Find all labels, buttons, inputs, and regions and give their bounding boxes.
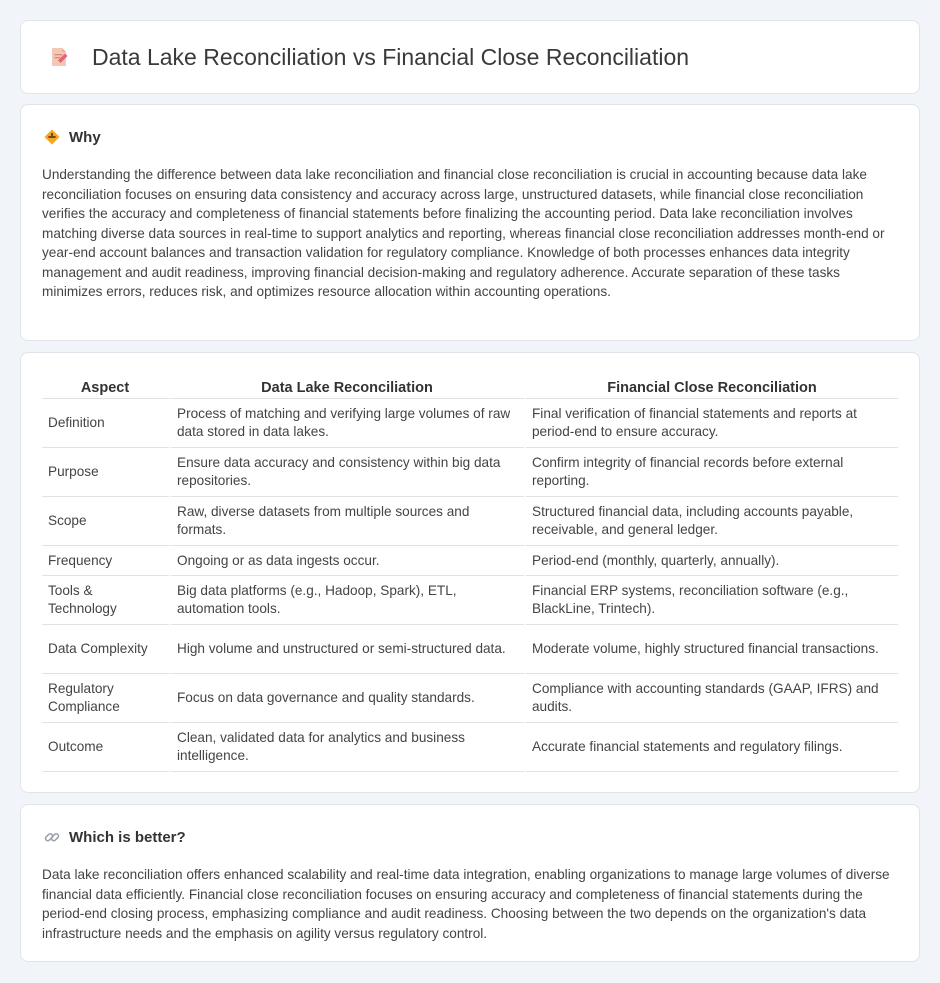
table-row [42, 497, 898, 546]
page-title: Data Lake Reconciliation vs Financial Close Reconciliation [92, 43, 690, 70]
row-financial-close: Final verification of financial statements and reports at period-end to ensure accuracy. [526, 399, 898, 448]
table-row [42, 576, 898, 625]
table-row [42, 448, 898, 497]
table-row [42, 674, 898, 723]
row-data-lake: Process of matching and verifying large volumes of raw data stored in data lakes. [171, 399, 526, 448]
row-financial-close: Moderate volume, highly structured financial transactions. [526, 625, 898, 674]
row-aspect: Outcome [42, 723, 171, 772]
comparison-section [20, 352, 920, 793]
header-aspect: Aspect [42, 373, 171, 399]
link-icon [43, 828, 61, 846]
why-section [20, 104, 920, 341]
row-data-lake: Raw, diverse datasets from multiple sources and formats. [171, 497, 526, 546]
table-header-row [42, 373, 898, 399]
row-financial-close: Financial ERP systems, reconciliation software (e.g., BlackLine, Trintech). [526, 576, 898, 625]
row-aspect: Regulatory Compliance [42, 674, 171, 723]
which-is-better-section [20, 804, 920, 962]
row-financial-close: Accurate financial statements and regulatory filings. [526, 723, 898, 772]
table-row [42, 399, 898, 448]
row-aspect: Frequency [42, 546, 171, 576]
table-row [42, 546, 898, 576]
row-aspect: Tools & Technology [42, 576, 171, 625]
row-data-lake: Focus on data governance and quality standards. [171, 674, 526, 723]
better-heading: Which is better? [69, 828, 186, 846]
why-heading: Why [69, 128, 101, 146]
row-financial-close: Confirm integrity of financial records before external reporting. [526, 448, 898, 497]
row-financial-close: Compliance with accounting standards (GAAP, IFRS) and audits. [526, 674, 898, 723]
title-card [20, 20, 920, 94]
warning-sign-icon [43, 128, 61, 146]
row-financial-close: Period-end (monthly, quarterly, annually). [526, 546, 898, 576]
why-text: Understanding the difference between data lake reconciliation and financial close reconciliation is crucial in accounting because data lake reconciliation focuses on ensuring data consistency and accuracy across large, unstructured datasets, while financial close reconciliation verifies the accuracy and completeness of financial statements before finalizing the accounting period. Data lake reconciliation involves matching diverse data sources in real-time to support analytics and reporting, whereas financial close reconciliation addresses month-end or year-end account balances and transaction validation for regulatory compliance. Knowledge of both processes enhances data integrity management and audit readiness, improving financial decision-making and regulatory adherence. Accurate separation of these tasks minimizes errors, reduces risk, and optimizes resource allocation within accounting operations. [42, 167, 885, 299]
row-aspect: Data Complexity [42, 625, 171, 674]
row-aspect: Purpose [42, 448, 171, 497]
table-row [42, 723, 898, 772]
header-data-lake: Data Lake Reconciliation [171, 373, 526, 399]
better-text: Data lake reconciliation offers enhanced scalability and real-time data integration, enabling organizations to manage large volumes of diverse financial data efficiently. Financial close reconciliation focuses on ensuring accuracy and completeness of financial statements during the period-end closing process, emphasizing compliance and audit readiness. Choosing between the two depends on the organization's data infrastructure needs and the emphasis on agility versus regulatory control. [42, 867, 890, 941]
header-financial-close: Financial Close Reconciliation [526, 373, 898, 399]
row-data-lake: High volume and unstructured or semi-structured data. [171, 625, 526, 674]
document-pencil-icon [48, 46, 70, 68]
row-financial-close: Structured financial data, including accounts payable, receivable, and general ledger. [526, 497, 898, 546]
row-data-lake: Big data platforms (e.g., Hadoop, Spark), ETL, automation tools. [171, 576, 526, 625]
comparison-table [42, 373, 898, 772]
row-data-lake: Clean, validated data for analytics and business intelligence. [171, 723, 526, 772]
row-aspect: Definition [42, 399, 171, 448]
row-data-lake: Ensure data accuracy and consistency within big data repositories. [171, 448, 526, 497]
row-data-lake: Ongoing or as data ingests occur. [171, 546, 526, 576]
row-aspect: Scope [42, 497, 171, 546]
table-row [42, 625, 898, 674]
